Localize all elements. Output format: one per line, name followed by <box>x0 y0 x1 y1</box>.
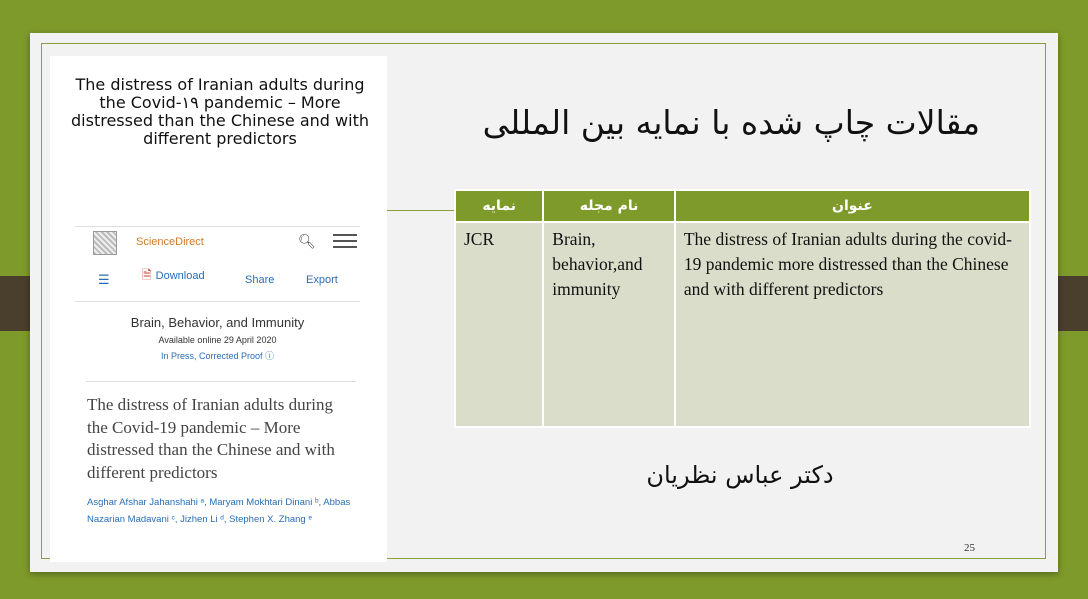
share-button[interactable]: Share <box>245 274 275 286</box>
header-index: نمایه <box>455 190 543 222</box>
export-button[interactable]: Export <box>306 274 338 286</box>
cell-journal: Brain, behavior,and immunity <box>543 222 675 427</box>
elsevier-logo <box>93 231 117 255</box>
hamburger-menu-icon[interactable] <box>333 234 357 252</box>
article-authors[interactable]: Asghar Afshar Jahanshahi ᵃ, Maryam Mokhtari Dinani ᵇ, Abbas Nazarian Madavani ᶜ, Jizhen Li ᵈ, Stephen X. Zhang ᵉ <box>87 497 351 525</box>
slide-title: مقالات چاپ شده با نمایه بین المللی <box>482 103 980 142</box>
download-label: Download <box>155 270 205 282</box>
divider-line <box>386 210 456 211</box>
divider <box>75 301 360 302</box>
table-row <box>455 222 1030 427</box>
publications-table <box>454 189 1031 428</box>
pdf-icon: 🗎︎ <box>142 268 152 282</box>
list-icon[interactable]: ☰ <box>98 273 110 288</box>
journal-name[interactable]: Brain, Behavior, and Immunity <box>130 315 305 330</box>
available-date: Available online 29 April 2020 <box>158 335 277 345</box>
article-title: The distress of Iranian adults during the Covid-19 pandemic – More distressed than the Chinese and with different predictors <box>87 395 335 482</box>
search-icon[interactable]: 🔍︎ <box>298 234 316 250</box>
slide <box>30 33 1058 572</box>
divider <box>75 226 360 227</box>
divider <box>86 381 356 382</box>
table-header-row <box>455 190 1030 222</box>
header-journal: نام مجله <box>543 190 675 222</box>
download-button[interactable] <box>142 266 205 287</box>
cell-index: JCR <box>455 222 543 427</box>
presenter-name: دکتر عباس نظریان <box>646 461 834 489</box>
in-press-link[interactable]: In Press, Corrected Proof ⓘ <box>160 351 275 361</box>
cell-title: The distress of Iranian adults during the covid-19 pandemic more distressed than the Chinese and with different predictors <box>675 222 1030 427</box>
article-caption-title: The distress of Iranian adults during the Covid-۱۹ pandemic – More distressed than the Chinese and with different predictors <box>71 75 369 148</box>
article-screenshot-panel <box>50 56 387 562</box>
page-number: 25 <box>964 542 975 554</box>
header-title: عنوان <box>675 190 1030 222</box>
sciencedirect-brand[interactable]: ScienceDirect <box>136 236 204 248</box>
